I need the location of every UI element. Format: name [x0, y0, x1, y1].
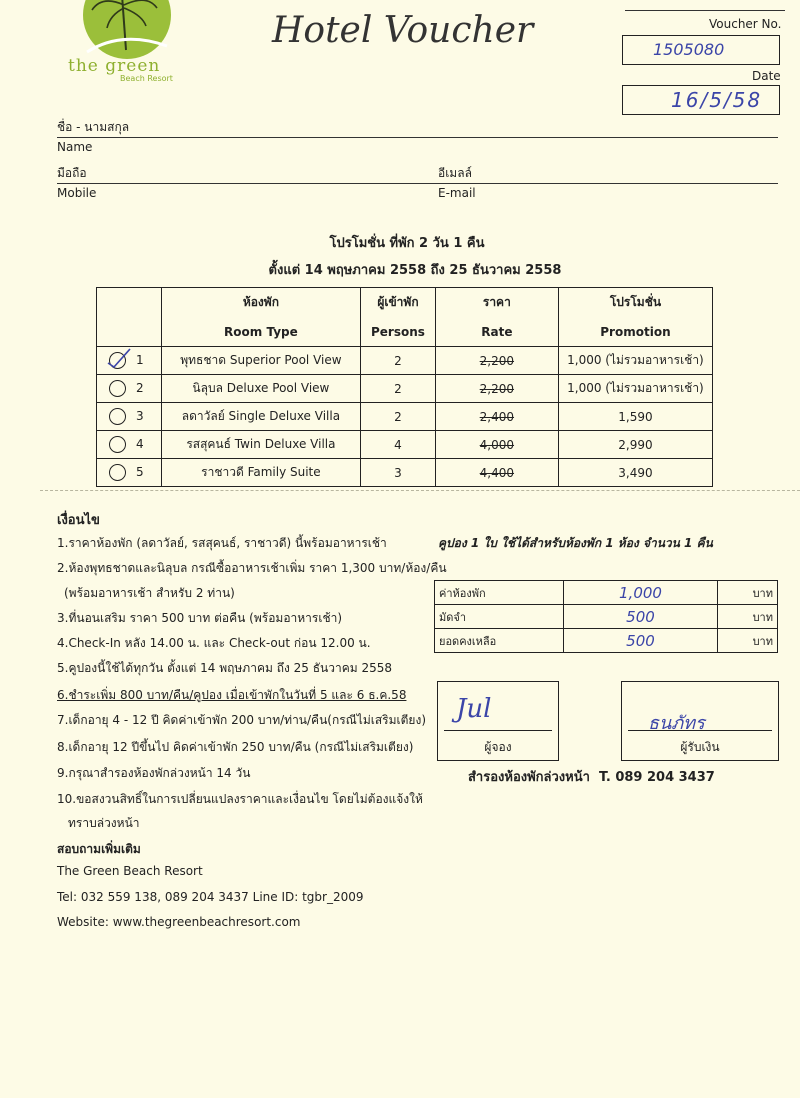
coupon-value[interactable]: 500: [564, 629, 718, 653]
room-promotion: 3,490: [558, 459, 712, 487]
table-row: [435, 605, 778, 629]
promo-period: ตั้งแต่ 14 พฤษภาคม 2558 ถึง 25 ธันวาคม 2558: [268, 263, 562, 278]
palm-logo-icon: [62, 0, 192, 62]
header-room-th: ห้องพัก: [161, 288, 360, 318]
table-row: [97, 403, 713, 431]
room-4-radio[interactable]: [109, 436, 126, 453]
contact-heading: สอบถามเพิ่มเติม: [57, 842, 141, 856]
condition-item: 4.Check-In หลัง 14.00 น. และ Check-out ก่อน 12.00 น.: [57, 636, 371, 650]
booker-label: ผู้จอง: [484, 740, 512, 754]
table-row: [97, 347, 713, 375]
condition-item: 10.ขอสงวนสิทธิ์ในการเปลี่ยนแปลงราคาและเงื่อนไข โดยไม่ต้องแจ้งให้: [57, 792, 423, 806]
condition-item: 8.เด็กอายุ 12 ปีขึ้นไป คิดค่าเข้าพัก 250 บาท/คืน (กรณีไม่เสริมเตียง): [57, 740, 414, 754]
coupon-label: ค่าห้องพัก: [435, 581, 564, 605]
row-no: 5: [136, 465, 144, 479]
table-row: [97, 375, 713, 403]
header-promotion-th: โปรโมชั่น: [558, 288, 712, 318]
email-label-en: E-mail: [438, 186, 476, 200]
room-rate: 4,400: [479, 465, 515, 480]
header-rate-en: Rate: [435, 317, 558, 347]
promo-heading: โปรโมชั่น ที่พัก 2 วัน 1 คืน: [329, 236, 485, 251]
room-rate: 2,200: [479, 381, 515, 396]
coupon-table: [434, 580, 778, 653]
row-no: 3: [136, 409, 144, 423]
contact-tel: Tel: 032 559 138, 089 204 3437 Line ID: tgbr_2009: [57, 890, 364, 904]
room-rate: 4,000: [479, 437, 515, 452]
room-name: นิลุบล Deluxe Pool View: [161, 375, 360, 403]
room-promotion: 1,590: [558, 403, 712, 431]
logo-text: the green: [68, 56, 161, 76]
room-name: พุทธชาด Superior Pool View: [161, 347, 360, 375]
condition-item: 5.คูปองนี้ใช้ได้ทุกวัน ตั้งแต่ 14 พฤษภาคม ถึง 25 ธันวาคม 2558: [57, 661, 393, 675]
resort-logo: [62, 0, 192, 90]
coupon-unit: บาท: [718, 581, 778, 605]
voucher-no-label: Voucher No.: [709, 17, 782, 31]
coupon-note: คูปอง 1 ใบ ใช้ได้สำหรับห้องพัก 1 ห้อง จำนวน 1 คืน: [438, 536, 713, 550]
contact-website: Website: www.thegreenbeachresort.com: [57, 915, 301, 929]
header-promotion-en: Promotion: [558, 317, 712, 347]
room-persons: 2: [361, 375, 436, 403]
logo-subtext: Beach Resort: [120, 74, 173, 83]
room-rate: 2,400: [479, 409, 515, 424]
room-persons: 4: [361, 431, 436, 459]
table-row: [435, 629, 778, 653]
mobile-label-th: มือถือ: [57, 166, 87, 180]
room-promotion: 1,000 (ไม่รวมอาหารเช้า): [558, 347, 712, 375]
header-persons-th: ผู้เข้าพัก: [361, 288, 436, 318]
room-persons: 2: [361, 347, 436, 375]
voucher-no-value: 1505080: [653, 40, 725, 59]
booker-signature-box[interactable]: [437, 681, 559, 761]
coupon-value[interactable]: 1,000: [564, 581, 718, 605]
room-5-radio[interactable]: [109, 464, 126, 481]
row-no: 4: [136, 437, 144, 451]
header-room-en: Room Type: [161, 317, 360, 347]
name-label-en: Name: [57, 140, 93, 154]
checkmark-icon: [106, 347, 132, 369]
condition-item: ทราบล่วงหน้า: [68, 816, 140, 830]
room-1-radio[interactable]: [109, 352, 126, 369]
receiver-signature: ธนภัทร: [648, 713, 705, 734]
booker-signature: Jul: [456, 694, 492, 724]
coupon-label: ยอดคงเหลือ: [435, 629, 564, 653]
coupon-label: มัดจำ: [435, 605, 564, 629]
room-promotion: 2,990: [558, 431, 712, 459]
room-name: ราชาวดี Family Suite: [161, 459, 360, 487]
condition-item: 7.เด็กอายุ 4 - 12 ปี คิดค่าเข้าพัก 200 บาท/ท่าน/คืน(กรณีไม่เสริมเตียง): [57, 713, 426, 727]
room-3-radio[interactable]: [109, 408, 126, 425]
room-table: [96, 287, 713, 487]
condition-item: 3.ที่นอนเสริม ราคา 500 บาท ต่อคืน (พร้อมอาหารเช้า): [57, 611, 343, 625]
contact-resort: The Green Beach Resort: [57, 864, 203, 878]
conditions-heading: เงื่อนไข: [57, 513, 100, 528]
room-name: ลดาวัลย์ Single Deluxe Villa: [161, 403, 360, 431]
condition-item: 1.ราคาห้องพัก (ลดาวัลย์, รสสุคนธ์, ราชาวดี) นี้พร้อมอาหารเช้า: [57, 536, 387, 550]
condition-item: (พร้อมอาหารเช้า สำหรับ 2 ท่าน): [64, 586, 235, 600]
coupon-value[interactable]: 500: [564, 605, 718, 629]
row-no: 1: [136, 353, 144, 367]
room-2-radio[interactable]: [109, 380, 126, 397]
date-label: Date: [752, 69, 781, 83]
room-name: รสสุคนธ์ Twin Deluxe Villa: [161, 431, 360, 459]
table-row: [435, 581, 778, 605]
room-persons: 2: [361, 403, 436, 431]
perforation-line: [40, 490, 800, 491]
table-row: [97, 431, 713, 459]
date-field[interactable]: [622, 85, 780, 115]
room-persons: 3: [361, 459, 436, 487]
page-title: Hotel Voucher: [272, 10, 534, 51]
voucher-no-field[interactable]: [622, 35, 780, 65]
condition-item: 6.ชำระเพิ่ม 800 บาท/คืน/คูปอง เมื่อเข้าพักในวันที่ 5 และ 6 ธ.ค.58: [57, 688, 407, 702]
header-rate-th: ราคา: [435, 288, 558, 318]
date-value: 16/5/58: [671, 88, 763, 112]
table-row: [97, 459, 713, 487]
coupon-unit: บาท: [718, 605, 778, 629]
condition-item: 2.ห้องพุทธชาดและนิลุบล กรณีซื้ออาหารเช้าเพิ่ม ราคา 1,300 บาท/ห้อง/คืน: [57, 561, 447, 575]
receiver-label: ผู้รับเงิน: [680, 740, 720, 754]
coupon-unit: บาท: [718, 629, 778, 653]
name-field-line[interactable]: [57, 137, 778, 138]
reservation-line: สำรองห้องพักล่วงหน้า T. 089 204 3437: [468, 770, 715, 785]
name-label-th: ชื่อ - นามสกุล: [57, 120, 130, 134]
email-label-th: อีเมลล์: [438, 166, 472, 180]
room-rate: 2,200: [479, 353, 515, 368]
receiver-signature-box[interactable]: [621, 681, 779, 761]
header-persons-en: Persons: [361, 317, 436, 347]
room-promotion: 1,000 (ไม่รวมอาหารเช้า): [558, 375, 712, 403]
mobile-email-field-line[interactable]: [57, 183, 778, 184]
row-no: 2: [136, 381, 144, 395]
mobile-label-en: Mobile: [57, 186, 97, 200]
condition-item: 9.กรุณาสำรองห้องพักล่วงหน้า 14 วัน: [57, 766, 251, 780]
